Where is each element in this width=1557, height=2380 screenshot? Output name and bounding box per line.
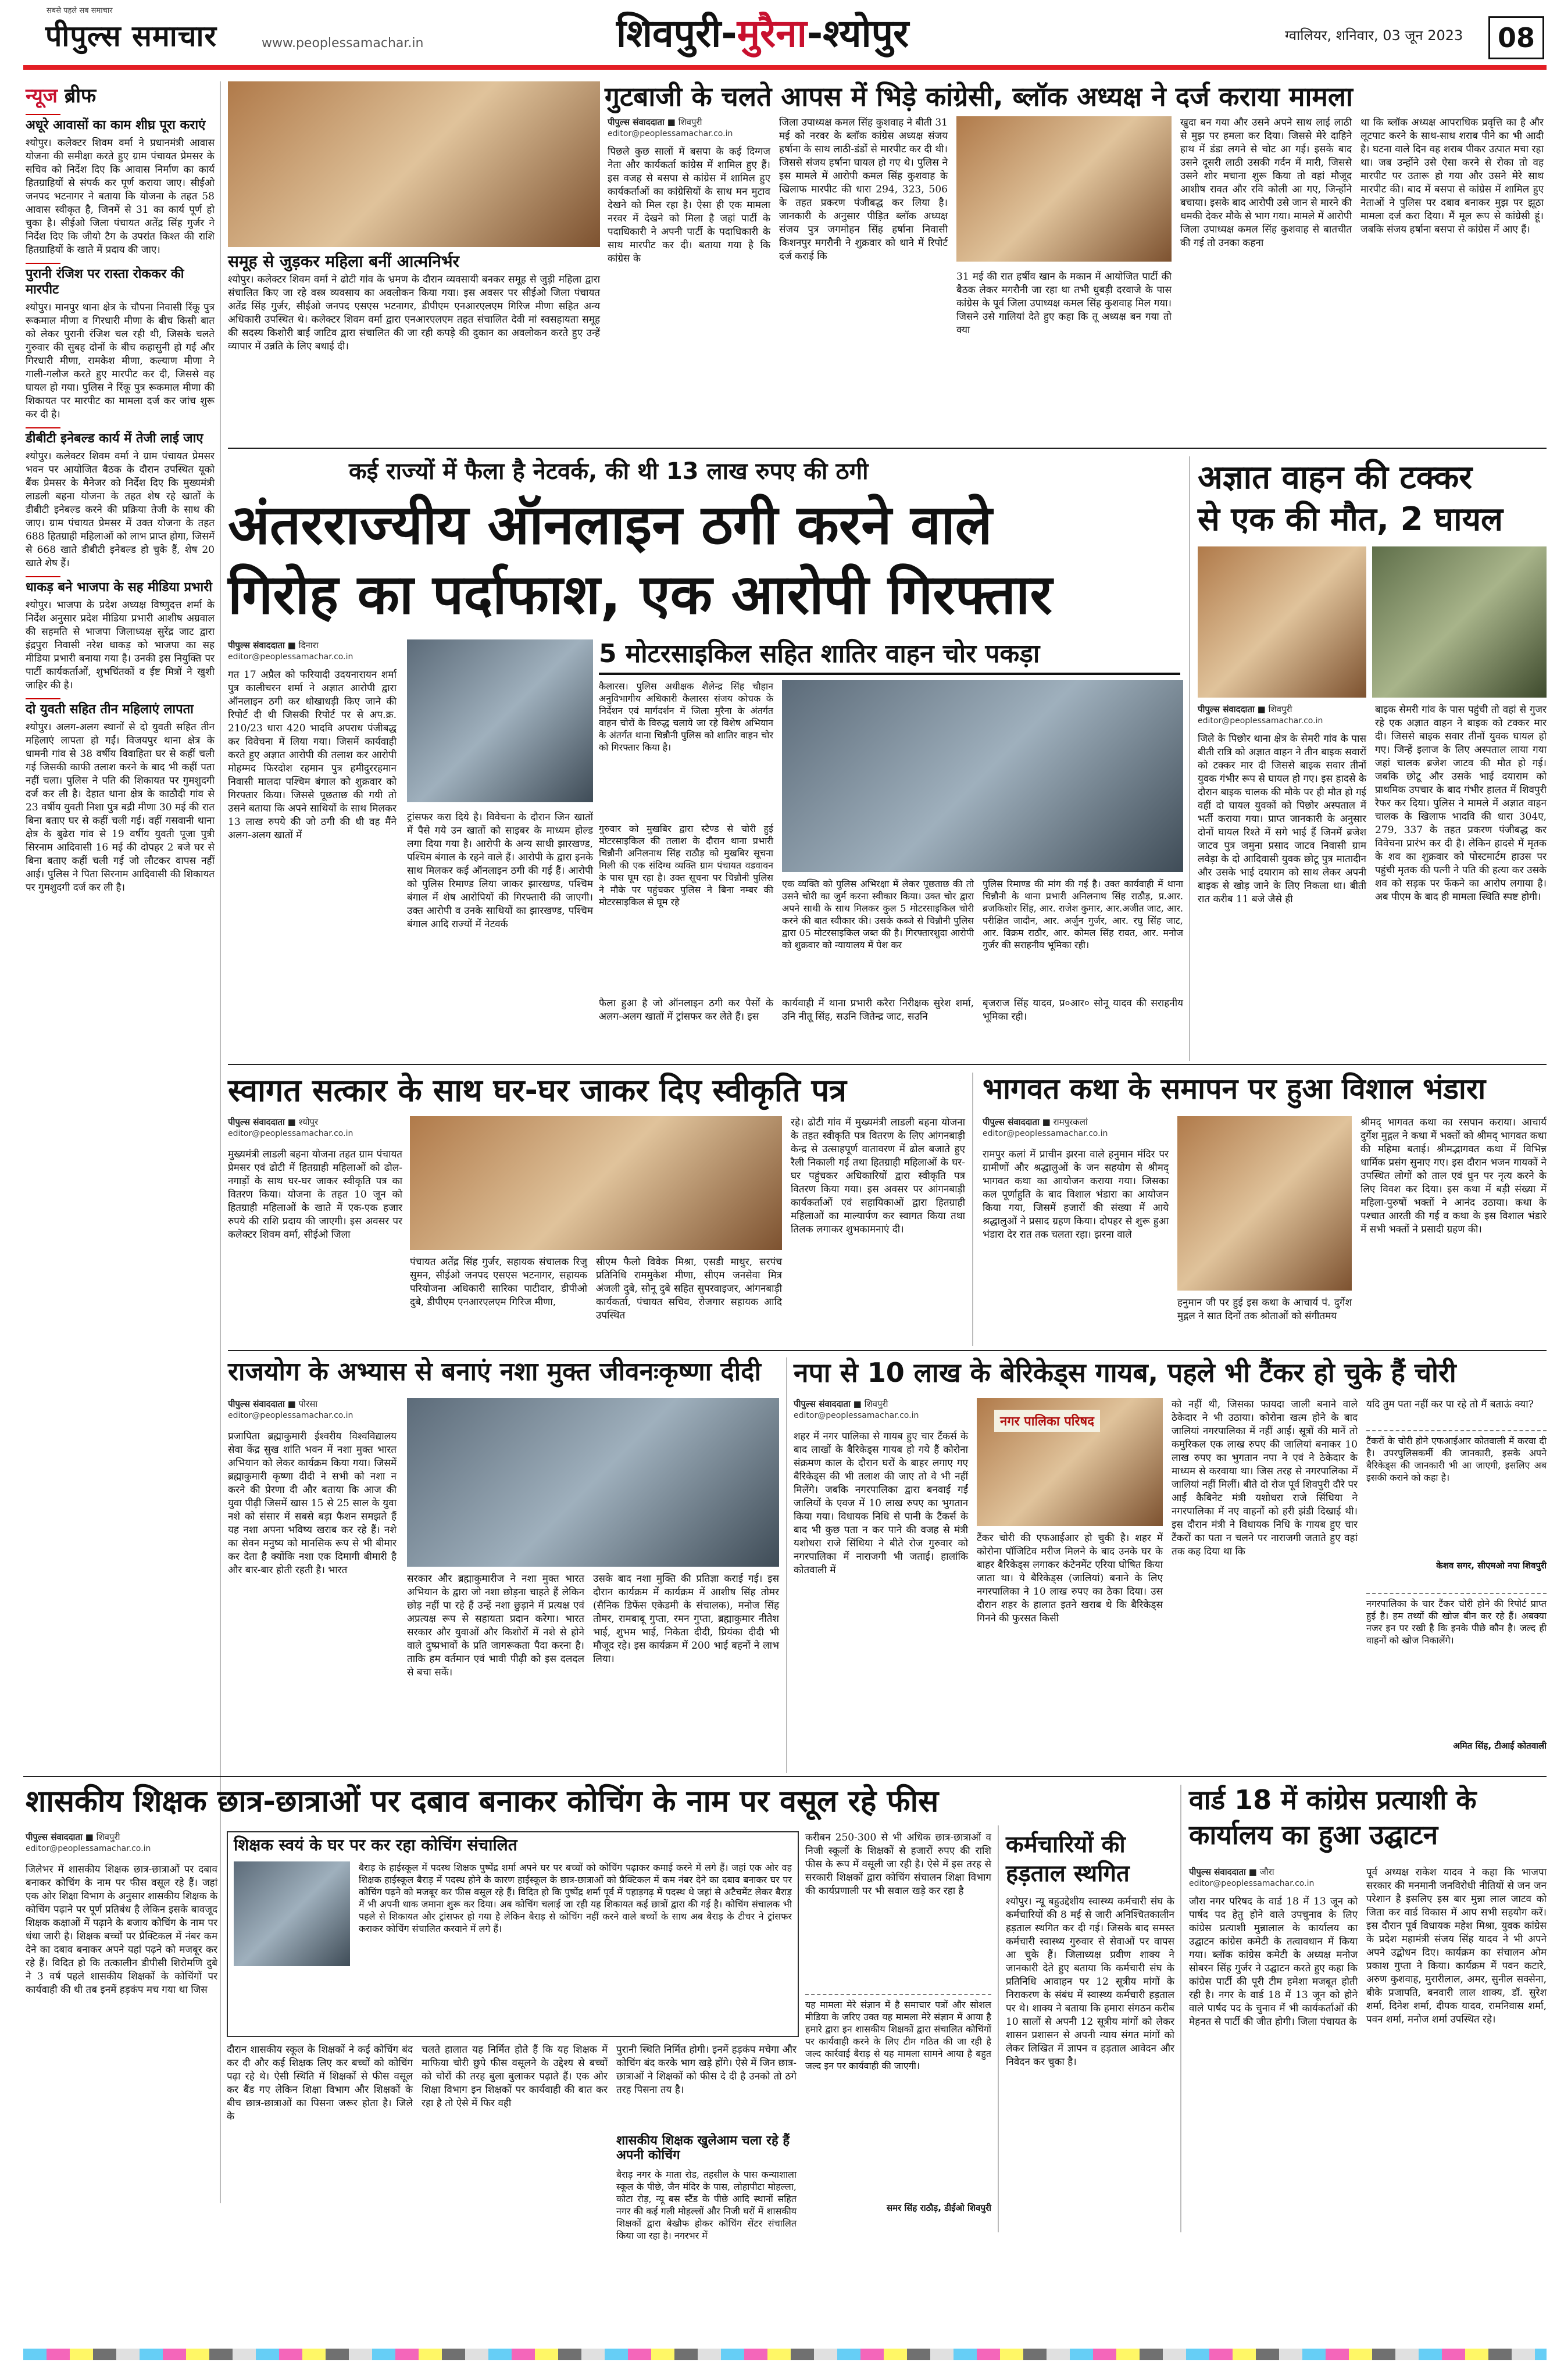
congress-col-4: खुदा बन गया और उसने अपने साथ लाई लाठी से मुझ पर हमला कर दिया। जिससे मेरे दाहिने हाथ में डंडा लगने से चोट आ गई। इसके बाद उसने दूसरी लाठी उसकी गर्दन में मारी, जिससे उसने शोर मचाना शुरू किया तो वहां मौजूद आशीष रावत और रवि कोली आ गए, जिन्होंने बचाया। इसके बाद आरोपी उसे जान से मारने की धमकी देकर मौके से भाग गया। मामले में आरोपी जिला उपाध्यक्ष कमल सिंह कुशवाह से बातचीत की गई तो उनका कहना xyxy=(1180,117,1352,249)
divider xyxy=(23,1776,1547,1777)
bhandara-byline-tag: पीपुल्स संवाददाता xyxy=(983,1117,1040,1127)
ti-quote-text: नगरपालिका के चार टैंकर चोरी होने की रिपोर्ट प्राप्त हुई है। हम तथ्यों की खोज बीन कर रहे हैं। अबक्या नजर इन पर रखी है कि इनके पीछे कौन है। जल्द ही वाहनों को खोज निकालेंगे। xyxy=(1366,1598,1547,1646)
barricades-col-1: शहर में नगर पालिका से गायब हुए चार टैंकर्स के बाद लाखों के बैरिकेड्स गायब हो गये हैं कोरोना संक्रमण काल के दौरान घरों के बाहर लगाए गए बैरिकेड्स की भी तलाश की जाए तो वे भी नहीं मिलेंगे। जबकि नगरपालिका द्वारा बनवाई गईं जालियों के एवज में 10 लाख रुपए का भुगतान किया गया। विधायक निधि से पानी के टैंकर्स के बाद भी कुछ पता न कर पाने की वजह से मंत्री यशोधरा राजे सिंधिया ने बीते रोज गुरुवार को नगरपालिका में नाराजगी भी जताई। हालांकि कोतवाली में xyxy=(794,1431,968,1576)
barricades-headline: नपा से 10 लाख के बेरिकेड्स गायब, पहले भी टैंकर हो चुके हैं चोरी xyxy=(794,1357,1456,1388)
rajyog-col-1: प्रजापिता ब्रह्माकुमारी ईश्वरीय विश्वविद्यालय सेवा केंद्र सुख शांति भवन में नशा मुक्त भारत अभियान को लेकर कार्यक्रम किया गया। जिसमें ब्रह्माकुमारी कृष्णा दीदी ने सभी को नशा न करने की प्रेरणा दी और बताया कि आज की युवा पीढ़ी जिसमें खास 15 से 25 साल के युवा नशे को संसार में सबसे बड़ा फैशन समझते हैं यह नशा अपना भविष्य खराब कर रहे हैं। नशे का सेवन मनुष्य को मानसिक रूप से भी बीमार कर देता है क्योंकि नशा एक दिमागी बीमारी है और बार-बार होती रहती है। भारत xyxy=(228,1431,397,1576)
masthead xyxy=(0,0,1557,74)
ward-col-2: पूर्व अध्यक्ष राकेश यादव ने कहा कि भाजपा सरकार की मनमानी जनविरोधी नीतियों से जन जन परेशान है इसलिए इस बार मुन्ना लाल जाटव को जिता कर वार्ड विकास में आप सभी सहयोग करें। इस दौरान पूर्व विधायक महेश मिश्रा, युवक कांग्रेस के प्रदेश महामंत्री संजय सिंह यादव ने भी अपने अपने उद्बोधन दिए। कार्यक्रम का संचालन ओम प्रकाश गुप्ता ने किया। कार्यक्रम में पवन कटारे, अरुण कुशवाह, मुरारीलाल, अमर, सुनील सक्सेना, बीके प्रजापति, बनवारी लाल शाक्य, डॉ. सुरेश शर्मा, दिनेश शर्मा, दीपक यादव, रामनिवास शर्मा, पवन शर्मा, मनोज शर्मा उपस्थित रहे। xyxy=(1366,1867,1547,2025)
news-brief-item xyxy=(26,263,215,421)
news-brief-item xyxy=(26,576,215,692)
congress-email[interactable]: editor@peoplessamachar.co.in xyxy=(608,129,733,138)
strike-headline-line-2: हड़ताल स्थगित xyxy=(1006,1860,1130,1887)
bike-bottom-right: बृजराज सिंह यादव, प्र०आर० सोनू यादव की सराहनीय भूमिका रही। xyxy=(983,998,1183,1023)
bike-caption-left: एक व्यक्ति को पुलिस अभिरक्षा में लेकर पूछताछ की तो उसने चोरी का जुर्म करना स्वीकार किया। उक्त चोर द्वारा अपने साथी के साथ मिलकर कुल 5 मोटरसाइकिल चोरी करने की बात स्वीकार की। उसके कब्जे से चिन्नौनी पुलिस द्वारा 05 मोटरसाइकिल जब्त की है। गिरफ्तारशुदा आरोपी को शुक्रवार को न्यायालय में पेश कर xyxy=(782,878,974,950)
welcome-headline: स्वागत सत्कार के साथ घर-घर जाकर दिए स्वीकृति पत्र xyxy=(228,1072,847,1109)
welcome-byline-tag: पीपुल्स संवाददाता xyxy=(228,1117,285,1127)
rajyog-col-2: सरकार और ब्रह्माकुमारीज ने नशा मुक्त भारत अभियान के द्वारा जो नशा छोड़ना चाहते हैं लेकिन छोड़ नहीं पा रहे हैं उन्हें नशा छुड़ाने में प्रत्यक्ष एवं अप्रत्यक्ष रूप से सहायता प्रदान करेगा। भारत सरकार और युवाओं और किशोरों में नशे से होने वाले दुष्प्रभावों के प्रति जागरूकता पैदा करना है। ताकि हम वर्तमान एवं भावी पीढ़ी को इस दलदल से बचा सकें। xyxy=(407,1573,584,1678)
news-brief-label xyxy=(26,81,215,108)
welcome-col-3: सीएम फैलो विवेक मिश्रा, एसडी माथुर, सरपंच प्रतिनिधि राममुकेश मीणा, सीएम जनसेवा मित्र अंजली दुबे, सोनू दुबे सहित सुपरवाइजर, आंगनबाड़ी कार्यकर्ता, पंचायत सचिव, रोजगार सहायक आदि उपस्थित xyxy=(596,1256,782,1321)
section-title-part-2: मुरैना xyxy=(737,11,807,56)
fraud-byline-place: दिनारा xyxy=(298,640,319,651)
divider xyxy=(228,1350,1547,1351)
congress-illustration xyxy=(956,116,1172,262)
welcome-col-2: पंचायत अतेंद्र सिंह गुर्जर, सहायक संचालक रिजु सुमन, सीईओ जनपद एसएस भटनागर, सहायक परियोजना अधिकारी सारिका पाटीदार, डीपीओ दुबे, डीपीएम एनआरएलएम गिरिज मीणा, xyxy=(410,1256,587,1308)
deo-quote-text: यह मामला मेरे संज्ञान में है समाचार पत्रों और सोशल मीडिया के जरिए उक्त यह मामला मेरे संज्ञान में आया है हमारे द्वारा इन शासकीय शिक्षकों द्वारा संचालित कोचिंगों पर कार्यवाही करने के लिए टीम गठित की जा रही है जल्द कार्रवाई बैराड़ से यह मामला सामने आया है बहुत जल्द इन पर कार्यवाही की जाएगी। xyxy=(805,1999,991,2071)
deo-quote-box xyxy=(805,1994,991,2237)
fraud-col-2: ट्रांसफर करा दिये है। विवेचना के दौरान जिन खातों में पैसे गये उन खातों को साइबर के माध्यम होल्ड लगा दिया गया है। आरोपी के अन्य साथी झारखण्ड, पश्चिम बंगाल के रहने वाले हैं। आरोपी के द्वारा इनके साथ मिलकर कई ऑनलाइन ठगी की गई हैं। आरोपी को पुलिस रिमाण्ड लिया जाकर झारखण्ड, पश्चिम बंगाल में शेष आरोपियों की गिरफ्तारी की जाएगी। उक्त आरोपी व उनके साथियों का झारखण्ड, पश्चिम बंगाल आदि राज्यों में नेटवर्क xyxy=(407,812,593,930)
bhandara-byline: पीपुल्स संवाददाता ■ रामपुरकलां editor@peoplessamachar.co.in xyxy=(983,1116,1169,1139)
congress-byline: पीपुल्स संवाददाता ■ शिवपुरी editor@peoplessamachar.co.in xyxy=(608,116,753,140)
teacher-col-4: पुरानी स्थिति निर्मित होगी। इनमें हड़कंप मचेगा और कोचिंग बंद करके भाग खड़े होंगे। ऐसे में जिन छात्र-छात्राओं ने शिक्षकों को फीस दे दी है उनको तो ठगे तरह पिसना तय है। xyxy=(616,2044,797,2096)
ward-headline-line-1: वार्ड 18 में कांग्रेस प्रत्याशी के xyxy=(1189,1784,1477,1816)
fraud-byline: पीपुल्स संवाददाता ■ दिनारा editor@peoplessamachar.co.in xyxy=(228,639,397,663)
teacher-col-1: जिलेभर में शासकीय शिक्षक छात्र-छात्राओं पर दबाव बनाकर कोचिंग के नाम पर फीस वसूल रहे हैं। जहां एक ओर शिक्षा विभाग के अनुसार शासकीय शिक्षक के कोचिंग पढ़ाने पर पूर्ण प्रतिबंध है लेकिन इसके बावजूद शिक्षक कक्षाओं में पढ़ाने के बजाय कोचिंग के नाम पर धंधा जारी है। शिक्षक बच्चों पर प्रैक्टिकल में नंबर कम देने का दबाव बनाकर अपने यहां पढ़ने को मजबूर कर रहे हैं। विदित हो कि तत्कालीन डीपीसी शिरोमणि दुबे ने 3 वर्ष पहले शासकीय शिक्षकों के कोचिंगों पर कार्यवाही की थी तब इनमें हड़कंप मच गया था जिस xyxy=(26,1864,217,1996)
rajyog-byline-tag: पीपुल्स संवाददाता xyxy=(228,1399,285,1409)
welcome-byline-place: श्योपुर xyxy=(298,1117,319,1127)
accident-col-2: बाइक सेमरी गांव के पास पहुंची तो वहां से गुजर रहे एक अज्ञात वाहन ने बाइक को टक्कर मार दी। जिससे बाइक सवार तीनों युवक घायल हो गए। जिन्हें इलाज के लिए अस्पताल लाया गया जहां चालक ब्रजेश जाटव की मौत हो गई। जबकि छोटू और उसके भाई दयाराम को प्राथमिक उपचार के बाद गंभीर हालत में शिवपुरी रैफर कर दिया। पुलिस ने मामले में अज्ञात वाहन चालक के खिलाफ भादवि की धारा 304ए, 279, 337 के तहत प्रकरण पंजीबद्ध कर विवेचना प्रारंभ कर दी है। लेकिन हादसे में मृतक के शव का शुक्रवार को पोस्टमार्टम हाउस पर पहुंची मृतक की पत्नी ने पति की हत्या कर उसके शव को सड़क पर फेंकने का आरोप लगाया है। अब पीएम के बाद ही मामला स्थिति स्पष्ट होगी। xyxy=(1375,704,1547,903)
congress-byline-tag: पीपुल्स संवाददाता xyxy=(608,117,665,127)
section-title xyxy=(616,6,909,58)
bhandara-acharya-photo xyxy=(1177,1116,1352,1291)
teacher-col-2: दौरान शासकीय स्कूल के शिक्षकों ने कई कोचिंग बंद कर दी और कई शिक्षक लिए कर बच्चों को कोचिंग पढ़ा रहे थे। ऐसी स्थिति में शिक्षकों से फीस वसूल कर बैंड गए लेकिन शिक्षा विभाग और शिक्षकों के बीच छात्र-छात्राओं का पिसना जरूर होता है। जिले के xyxy=(227,2044,413,2122)
welcome-ceremony-photo xyxy=(410,1116,782,1250)
news-brief-item xyxy=(26,698,215,895)
dateline: ग्वालियर, शनिवार, 03 जून 2023 xyxy=(1285,27,1463,44)
teacher-byline-tag: पीपुल्स संवाददाता xyxy=(26,1832,83,1842)
masthead-logo: पीपुल्स समाचार xyxy=(45,19,217,53)
ward-byline: पीपुल्स संवाददाता ■ जौरा editor@peoplessamachar.co.in xyxy=(1189,1866,1358,1889)
welcome-email[interactable]: editor@peoplessamachar.co.in xyxy=(228,1129,353,1138)
bhandara-headline: भागवत कथा के समापन पर हुआ विशाल भंडारा xyxy=(983,1072,1486,1106)
teacher-cartoon xyxy=(234,1861,350,1966)
bike-lead: कैलारस। पुलिस अधीक्षक शैलेन्द्र सिंह चौहान अनुविभागीय अधिकारी कैलारस संजय कोचक के निर्देशन एवं मार्गदर्शन में जिला मुरैना के अंतर्गत वाहन चोरों के विरुद्ध चलाये जा रहे विशेष अभियान के अंतर्गत थाना चिन्नौनी पुलिस को शातिर वाहन चोर को गिरफ्तार किया है। xyxy=(599,681,773,753)
divider xyxy=(228,448,1547,449)
accident-byline-place: शिवपुरी xyxy=(1268,704,1292,714)
page-number: 08 xyxy=(1488,16,1544,59)
teacher-box xyxy=(227,1831,799,2037)
fraud-col-1: गत 17 अप्रैल को फरियादी उदयनारायन शर्मा पुत्र कालीचरन शर्मा ने अज्ञात आरोपी द्वारा ऑनलाइन ठगी कर धोखाधड़ी किए जाने की रिपोर्ट दी थी जिसकी रिपोर्ट पर से अप.क्र. 210/23 धारा 420 भादवि अपराध पंजीबद्ध कर विवेचना में लिया गया। जिसमें कार्यवाही करते हुए अज्ञात आरोपी की तलाश कर आरोपी मोहम्मद फिरदोश रहमान पुत्र हमीदुररहमान निवासी मालदा पश्चिम बंगाल को शुक्रवार को गिरफ्तार किया। जिससे पूछताछ की गयी तो उसने बताया कि अपने साथियों के साथ मिलकर 13 लाख रुपये की जो ठगी की थी वह मैंने अलग-अलग खातों में xyxy=(228,669,397,841)
news-brief-headline: डीबीटी इनेबल्ड कार्य में तेजी लाई जाए xyxy=(26,427,215,446)
rajyog-headline: राजयोग के अभ्यास से बनाएं नशा मुक्त जीवनःकृष्णा दीदी xyxy=(228,1357,761,1386)
news-brief-headline: दो युवती सहित तीन महिलाएं लापता xyxy=(26,698,215,717)
print-registration-strip xyxy=(23,2349,1547,2360)
congress-col-5: था कि ब्लॉक अध्यक्ष आपराधिक प्रवृत्ति का है और लूटपाट करने के साथ-साथ शराब पीने का भी आदी है। घटना वाले दिन वह शराब पीकर उत्पात मचा रहा था। जब उन्होंने उसे ऐसा करने से रोका तो वह मारपीट पर उतारू हो गया और उसने मेरे साथ मारपीट की। बाद में बसपा से कांग्रेस में शामिल हुए नेताओं ने पुलिस पर दबाव बनाकर मुझ पर झूठा मामला दर्ज करा दिया। मैं मूल रूप से कांग्रेसी हूं। जबकि संजय हर्षाना बसपा से कांग्रेस में आए हैं। xyxy=(1360,117,1544,235)
divider xyxy=(786,1357,787,1773)
bike-seized-photo xyxy=(782,680,1183,872)
divider xyxy=(1180,1785,1181,2232)
bhandara-col-2: श्रीमद् भागवत कथा का रसपान कराया। आचार्य दुर्गेश मुद्गल ने कथा में भक्तों को श्रीमद् भागवत कथा की महिमा बताई। श्रीमद्भागवत कथा में विभिन्न धार्मिक प्रसंग सुनाए गए। इस दौरान भजन गायकों ने उपस्थित लोगों को ताल एवं धुन पर नृत्य करने के लिए विवश कर दिया। इस कथा में बड़ी संख्या में महिला-पुरुषों भक्तों ने आनंद उठाया। कथा के पश्चात आरती की गई व कथा के इस विशाल भंडारे में सभी भक्तों ने प्रसादी ग्रहण की। xyxy=(1360,1117,1547,1235)
section-title-part-1: शिवपुरी- xyxy=(616,11,737,56)
barricades-col-4: यदि तुम पता नहीं कर पा रहे तो मैं बताऊं क्या? xyxy=(1366,1399,1534,1410)
congress-col-2: जिला उपाध्यक्ष कमल सिंह कुशवाह ने बीती 31 मई को नरवर के ब्लॉक कांग्रेस अध्यक्ष संजय हर्षाना के साथ लाठी-डंडों से मारपीट कर दी थी। जिससे संजय हर्षाना घायल हो गए थे। पुलिस ने इस मामले में आरोपी कमल सिंह कुशवाह के खिलाफ मारपीट की धारा 294, 323, 506 के तहत प्रकरण पंजीबद्ध कर लिया है। जानकारी के अनुसार पीड़ित ब्लॉक अध्यक्ष संजय पुत्र जगमोहन सिंह हर्षाना निवासी किशनपुर मगरौनी ने शुक्रवार को थाने में रिपोर्ट दर्ज कराई कि xyxy=(779,117,948,262)
nagar-palika-signage: नगर पालिका परिषद xyxy=(994,1410,1100,1432)
fraud-headline-line-2: गिरोह का पर्दाफाश, एक आरोपी गिरफ्तार xyxy=(228,563,1052,627)
accident-byline: पीपुल्स संवाददाता ■ शिवपुरी editor@peoplessamachar.co.in xyxy=(1198,703,1366,727)
masthead-website[interactable]: www.peoplessamachar.in xyxy=(262,36,424,51)
welcome-col-1: मुख्यमंत्री लाडली बहना योजना तहत ग्राम पंचायत प्रेमसर एवं ढोटी में हितग्राही महिलाओं को ढोल-नगाड़ों के साथ घर-घर जाकर स्वीकृति पत्र का वितरण किया। योजना के तहत 10 जून को हितग्राही महिलाओं के खाते में एक-एक हजार रुपये की राशि प्रदाय की जाएगी। इस अवसर पर कलेक्टर शिवम वर्मा, सीईओ जिला xyxy=(228,1149,402,1241)
fraud-bottom: फैला हुआ है जो ऑनलाइन ठगी कर पैसों के अलग-अलग खातों में ट्रांसफर कर लेते हैं। इस xyxy=(599,998,773,1023)
cmo-quote-box xyxy=(1366,1430,1547,1592)
bike-para-2: गुरुवार को मुखबिर द्वारा स्टैण्ड से चोरी हुई मोटरसाइकिल की तलाश के दौरान थाना प्रभारी चिन्नौनी अनिलनाथ सिंह राठौड़ को मुखबिर सूचना मिली की एक संदिग्ध व्यक्ति ग्राम पंचायत वडवावन के पास घूम रहा है। उक्त सूचना पर चिन्नौनी पुलिस ने मौके पर पहुंचकर पुलिस ने बिना नम्बर की मोटरसाइकिल से घूम रहे xyxy=(599,823,773,907)
congress-col-1: पिछले कुछ सालों में बसपा के कई दिग्गज नेता और कार्यकर्ता कांग्रेस में शामिल हुए हैं। इस वजह से बसपा से कांग्रेस में शामिल हुए कार्यकर्ताओं का कांग्रेसियों के साथ मन मुटाव देखने को मिल रहा है। ऐसा ही एक मामला नरवर में देखने को मिला है जहां पार्टी के पदाधिकारी ने अपनी पार्टी के पदाधिकारी के साथ मारपीट कर दी। बताया गया है कि कांग्रेस के xyxy=(608,146,770,265)
ward-col-1: जौरा नगर परिषद के वार्ड 18 में 13 जून को पार्षद पद हेतु होने वाले उपचुनाव के लिए कांग्रेस प्रत्याशी मुन्नालाल के कार्यालय का उद्घाटन कांग्रेस कमेटी के तत्वावधान में किया गया। ब्लॉक कांग्रेस कमेटी के अध्यक्ष मनोज सोबरन सिंह गुर्जर ने उद्घाटन करते हुए कहा कि कांग्रेस पार्टी की पूरी टीम हमेशा मजबूत होती रही है। नगर के वार्ड 18 में 13 जून को होने वाले पार्षद पद के चुनाव में भी कार्यकर्ताओं की मेहनत से पार्टी की जीत होगी। जिला पंचायत के xyxy=(1189,1896,1358,2028)
ward-headline-line-2: कार्यालय का हुआ उद्घाटन xyxy=(1189,1819,1438,1850)
teacher-byline: पीपुल्स संवाददाता ■ शिवपुरी editor@peoplessamachar.co.in xyxy=(26,1831,217,1854)
accident-victim-photo xyxy=(1198,546,1366,698)
rajyog-byline-place: पोरसा xyxy=(298,1399,318,1409)
strike-body: श्योपुर। न्यू बहुउद्देशीय स्वास्थ्य कर्मचारी संघ के कर्मचारियों की 8 मई से जारी अनिश्चितकालीन हड़ताल स्थगित कर दी गई। जिसके बाद समस्त कर्मचारी स्वास्थ्य गुरुवार से सेवाओं पर वापस आ चुके हैं। जिलाध्यक्ष प्रवीण शाक्य ने जानकारी देते हुए बताया कि कर्मचारी संघ के प्रतिनिधि आवाहन पर 12 सूत्रीय मांगों के निराकरण के संबंध में स्वास्थ्य कर्मचारी हड़ताल पर थे। शाक्य ने बताया कि हमारा संगठन करीब 10 सालों से अपनी 12 सूत्रीय मांगों को लेकर शासन प्रशासन से अपनी न्याय संगत मांगों को लेकर लिखित में ज्ञापन व हड़ताल आवेदन और निवेदन कर चुका है। xyxy=(1006,1896,1174,2068)
cmo-quote-text: टैंकरों के चोरी होने एफआईआर कोतवाली में करवा दी है। उपरपुलिसकर्मी की जानकारी, इसके अपने बैरिकेड्स की जानकारी भी आ जाएगी, इसलिए अब इसकी कराने को कहा है। xyxy=(1366,1435,1547,1483)
barricades-col-3: को नहीं थी, जिसका फायदा जाली बनाने वाले ठेकेदार ने भी उठाया। कोरोना खत्म होने के बाद जालियां नगरपालिका में नहीं आईं। सूत्रों की मानें तो कमुरिकल एक लाख रुपए की जालियां बनाकर 10 लाख रुपए का भुगतान नपा ने एवं ने ठेकेदार के माध्यम से करवाया था। जिस तरह से नगरपालिका में जालियां नहीं मिलीं। बीते दो रोज पूर्व शिवपुरी दौरे पर आईं कैबिनेट मंत्री यशोधरा राजे सिंधिया ने नगरपालिका में नए वाहनों को हरी झंडी दिखाई थी। इस दौरान मंत्री ने विधायक निधि के गायब हुए चार टैंकरों का पता न चलने पर नाराजगी जताते हुए वहां तक कह दिया था कि xyxy=(1172,1399,1358,1557)
accident-family-photo xyxy=(1372,546,1547,698)
section-title-part-3: -श्योपुर xyxy=(806,11,909,56)
accident-headline-line-1: अज्ञात वाहन की टक्कर xyxy=(1198,459,1473,496)
accident-col-1: जिले के पिछोर थाना क्षेत्र के सेमरी गांव के पास बीती रात्रि को अज्ञात वाहन ने तीन बाइक सवारों को टक्कर मार दी जिससे बाइक सवार तीनों युवक गंभीर रूप से घायल हो गए। इस हादसे के दौरान बाइक चालक की मौके पर ही मौत हो गई वहीं दो घायल युवकों को पिछोर अस्पताल में भर्ती कराया गया। प्राप्त जानकारी के अनुसार दोनों घायल रिश्ते में सगे भाई हैं जिनमें ब्रजेश जाटव पुत्र जमुना प्रसाद जाटव निवासी ग्राम लवेड़ा के दो आदिवासी युवक छोटू पुत्र मातादीन और उसके भाई दयाराम को साथ लेकर अपनी बाइक से खोड़ जाने के लिए निकला था। बीती रात करीब 11 बजे जैसे ही xyxy=(1198,733,1366,905)
bike-bottom-mid: कार्यवाही में थाना प्रभारी करैरा निरीक्षक सुरेश शर्मा, उनि नीतू सिंह, सउनि जितेन्द्र जाट, सउनि xyxy=(782,998,974,1023)
news-brief-body: श्योपुर। मानपुर थाना क्षेत्र के चौपना निवासी रिंकू पुत्र रूकमाल मीणा व गिरधारी मीणा के बीच किसी बात को लेकर पुरानी रंजिश चल रही थी, जिसके चलते गुरुवार की सुबह दोनों के बीच कहासुनी हो गई और गिरधारी मीणा, रामकेश मीणा, कल्याण मीणा ने गाली-गलौज करते हुए मारपीट कर दी, जिससे वह घायल हो गया। पुलिस ने रिंकू पुत्र रूकमाल मीणा की शिकायत पर मारपीट का मामला दर्ज कर जांच शुरू कर दी है। xyxy=(26,302,215,420)
barricades-byline-tag: पीपुल्स संवाददाता xyxy=(794,1399,851,1409)
teacher-byline-place: शिवपुरी xyxy=(96,1832,120,1842)
bike-caption-right: पुलिस रिमाण्ड की मांग की गई है। उक्त कार्यवाही में थाना चिन्नौनी के थाना प्रभारी अनिलनाथ सिंह राठौड़, प्र.आर. ब्रजकिशोर सिंह, आर. राजेश कुमार, आर.अजीत जाट, आर. परीक्षित जादौन, आर. अर्जुन गुर्जर, आर. रघु सिंह जाट, आर. विक्रम राठौर, आर. कोमल सिंह रावत, आर. मनोज गुर्जर की सराहनीय भूमिका रही। xyxy=(983,878,1183,950)
strike-headline-line-1: कर्मचारियों की xyxy=(1006,1831,1126,1858)
news-brief-headline: पुरानी रंजिश पर रास्ता रोककर की मारपीट xyxy=(26,263,215,298)
sidebar-divider xyxy=(220,81,221,2203)
teacher-email[interactable]: editor@peoplessamachar.co.in xyxy=(26,1844,151,1853)
rajyog-email[interactable]: editor@peoplessamachar.co.in xyxy=(228,1411,353,1420)
women-story-body: श्योपुर। कलेक्टर शिवम वर्मा ने ढोटी गांव के भ्रमण के दौरान व्यवसायी बनकर समूह से जुड़ी महिला द्वारा संचालित किए जा रहे वस्त्र व्यवसाय का अवलोकन किया गया। इस अवसर पर सीईओ जिला पंचायत अतेंद्र सिंह गुर्जर, सीईओ जनपद एसएस भटनागर, डीपीएम एनआरएलएम गिरिज मीणा सहित अन्य अधिकारी उपस्थित थे। कलेक्टर शिवम वर्मा द्वारा एनआरएलएम तहत संचालित देवी मां स्वसहायता समूह की सदस्य किशोरी बाई जाटिव द्वारा संचालित की जा रही कपड़े की दुकान का अवलोकन करते हुए उन्हें व्यापार में उन्नति के लिए बधाई दी। xyxy=(228,274,600,352)
divider xyxy=(998,1825,999,2232)
teacher-col-5: करीबन 250-300 से भी अधिक छात्र-छात्राओं व निजी स्कूलों के शिक्षकों से हजारों रुपए की राशि फीस के रूप में वसूली जा रही है। ऐसे में इस तरह से सरकारी शिक्षकों द्वारा कोचिंग संचालन शिक्षा विभाग की कार्यप्रणाली पर भी सवाल खड़े कर रहा है xyxy=(805,1832,991,1897)
teacher-sub-headline: शासकीय शिक्षक खुलेआम चला रहे हैं अपनी कोचिंग xyxy=(616,2134,790,2163)
welcome-byline: पीपुल्स संवाददाता ■ श्योपुर editor@peoplessamachar.co.in xyxy=(228,1116,402,1139)
barricades-byline: पीपुल्स संवाददाता ■ शिवपुरी editor@peoplessamachar.co.in xyxy=(794,1398,968,1421)
news-brief-headline: धाकड़ बने भाजपा के सह मीडिया प्रभारी xyxy=(26,576,215,595)
teacher-box-title: शिक्षक स्वयं के घर पर कर रहा कोचिंग संचालित xyxy=(234,1835,517,1854)
ward-byline-tag: पीपुल्स संवाददाता xyxy=(1189,1867,1246,1877)
ward-byline-place: जौरा xyxy=(1259,1867,1274,1877)
bhandara-caption: हनुमान जी पर हुई इस कथा के आचार्य पं. दुर्गेश मुद्गल ने सात दिनों तक श्रोताओं को संगीतमय xyxy=(1177,1297,1352,1322)
bhandara-email[interactable]: editor@peoplessamachar.co.in xyxy=(983,1129,1108,1138)
divider xyxy=(228,1064,1547,1065)
accident-email[interactable]: editor@peoplessamachar.co.in xyxy=(1198,716,1323,726)
teacher-box-text: बैराड़ के हाईस्कूल में पदस्थ शिक्षक पुष्पेंद्र शर्मा अपने घर पर बच्चों को कोचिंग पढ़ाकर कमाई करने में लगे हैं। जहां एक ओर वह शिक्षक हाईस्कूल बैराड़ में पदस्थ होने के कारण हाईस्कूल के छात्र-छात्राओं को प्रैक्टिकल में कम नंबर देने का दबाव बनाकर घर पर कोचिंग पढ़ने को मजबूर कर फीस वसूल रहे हैं। विदित हो कि पुष्पेंद्र शर्मा पूर्व में पहाड़गढ़ में पदस्थ थे जहां से अटैचमेंट लेकर बैराड़ में भी अपनी धाक जमाना शुरू कर दिया। अब कोचिंग चलाई जा रही यह शिकायत कई छात्रों द्वारा की गई है। कोचिंग संचालक भी पहले से शिकायत और ट्रांसफर हो गया है लेकिन बैराड़ से कोचिंग नहीं करने वाले बच्चों के साथ अब बैराड़ के टीचर ने ट्रांसफर कराकर कोचिंग संचालित करवाने में लगे हैं। xyxy=(359,1862,792,1934)
congress-byline-place: शिवपुरी xyxy=(678,117,702,127)
divider xyxy=(972,1073,973,1346)
cmo-quote-credit: केशव सगर, सीएमओ नपा शिवपुरी xyxy=(1436,1560,1547,1571)
teacher-col-3: चलते हालात यह निर्मित होते हैं कि यह शिक्षक में माफिया चोरी छुपे फीस वसूलने के उद्देश्य से बच्चों को चोरों की तरह बुला बुलाकर पढ़ाते हैं। एक ओर शिक्षा विभाग इन शिक्षकों पर कार्यवाही की बात कर रहा है तो ऐसे में फिर वही xyxy=(422,2044,608,2109)
news-brief-label-1: न्यूज xyxy=(26,84,58,108)
women-shop-photo xyxy=(228,81,600,247)
fraud-email[interactable]: editor@peoplessamachar.co.in xyxy=(228,652,353,662)
fraud-headline-line-1: अंतरराज्यीय ऑनलाइन ठगी करने वाले xyxy=(228,494,992,557)
news-brief-item xyxy=(26,427,215,570)
fraud-accused-photo xyxy=(407,639,593,802)
divider xyxy=(1189,456,1190,1061)
bhandara-col-1: रामपुर कलां में प्राचीन झरना वाले हनुमान मंदिर पर ग्रामीणों और श्रद्धालुओं के जन सहयोग से श्रीमद् भागवत कथा का आयोजन कराया गया। जिसका कल पूर्णाहुति के बाद विशाल भंडारा का आयोजन किया गया, जिसमें हजारों की संख्या में आये श्रद्धालुओं ने प्रसाद ग्रहण किया। दोपहर से शुरू हुआ भंडारा देर रात तक चलता रहा। झरना वाले xyxy=(983,1149,1169,1241)
teacher-headline: शासकीय शिक्षक छात्र-छात्राओं पर दबाव बनाकर कोचिंग के नाम पर वसूल रहे फीस xyxy=(26,1784,939,1819)
news-brief-body: श्योपुर। अलग-अलग स्थानों से दो युवती सहित तीन महिलाएं लापता हो गईं। विजयपुर थाना क्षेत्र के धामनी गांव से 38 वर्षीय विवाहिता घर से कहीं चली गई जिसकी काफी तलाश करने के बाद भी कहीं पता नहीं चला। पुलिस ने पति की शिकायत पर गुमशुदगी दर्ज कर ली है। देहात थाना क्षेत्र के काठौदी गांव से 23 वर्षीय युवती निशा पुत्र बद्री मीणा 30 मई की रात बिना बताए घर से कहीं चली गई। वहीं गसवानी थाना क्षेत्र के बुढेरा गांव से 19 वर्षीय युवती पूजा पुत्री सिरनाम आदिवासी 16 मई की दोपहर 2 बजे घर से बिना बताए कहीं चली गई जो लौटकर वापस नहीं आई। पुलिस ने पिता सिरनाम आदिवासी की शिकायत पर गुमशुदगी दर्ज कर ली है। xyxy=(26,721,215,894)
congress-headline: गुटबाजी के चलते आपस में भिड़े कांग्रेसी, ब्लॉक अध्यक्ष ने दर्ज कराया मामला xyxy=(605,81,1353,112)
women-story-caption: समूह से जुड़कर महिला बनीं आत्मनिर्भर xyxy=(228,252,459,271)
news-brief-body: श्योपुर। कलेक्टर शिवम वर्मा ने ग्राम पंचायत प्रेमसर भवन पर आयोजित बैठक के दौरान उपस्थित यूको बैंक प्रेमसर के मैनेजर को निर्देश दिए कि मुख्यमंत्री लाडली बहना योजना के तहत शेष रहे खातों के डीबीटी इनेबल्ड करने की प्रक्रिया तेजी के साथ की जाए। ग्राम पंचायत प्रेमसर में उक्त योजना के तहत 688 हितग्राही महिलाओं को लाभ प्राप्त होगा, जिसमें से 668 खाते डीबीटी इनेबल्ड हो चुके हैं, शेष 20 खाते शेष हैं। xyxy=(26,451,215,569)
welcome-col-4: रहे। ढोटी गांव में मुख्यमंत्री लाडली बहना योजना के तहत स्वीकृति पत्र वितरण के लिए आंगनबाड़ी केन्द्र से उत्साहपूर्ण वातावरण में ढोल बजाते हुए रैली निकाली गई तथा हितग्राही महिलाओं के घर-घर पहुंचकर अधिकारियों द्वारा स्वीकृति पत्र वितरण किया गया। इस अवसर पर आंगनबाड़ी कार्यकर्ताओं एवं सहायिकाओं द्वारा हितग्राही महिलाओं का माल्यार्पण कर स्वागत किया तथा तिलक लगाकर शुभकामनाएं दी। xyxy=(791,1117,965,1235)
news-brief-body: श्योपुर। कलेक्टर शिवम वर्मा ने प्रधानमंत्री आवास योजना की समीक्षा करते हुए ग्राम पंचायत प्रेमसर के सचिव को निर्देश दिए कि आवास निर्माण का कार्य हितग्राहियों से संपर्क कर पूर्ण कराया जाए। सीईओ जनपद भटनागर ने बताया कि योजना के तहत 58 आवास स्वीकृत है, जिनमें से 31 का कार्य पूर्ण हो चुका है। सीईओ जिला पंचायत अतेंद्र सिंह गुर्जर ने निर्देश दिए कि जीयो टैग के उपरांत किश्त की राशि हितग्राहियों के खाते में प्रदाय की जाए। xyxy=(26,137,215,256)
fraud-byline-tag: पीपुल्स संवाददाता xyxy=(228,640,285,651)
fraud-kicker: कई राज्यों में फैला है नेटवर्क, की थी 13 लाख रुपए की ठगी xyxy=(349,458,869,485)
accident-byline-tag: पीपुल्स संवाददाता xyxy=(1198,704,1255,714)
teacher-col-4b: बैराड़ नगर के माता रोड, तहसील के पास कन्याशाला स्कूल के पीछे, जैन मंदिर के पास, लोहापीटा मोहल्ला, कोटा रोड़, न्यू बस स्टैंड के पीछे आदि स्थानों सहित नगर की कई गली मोहल्लों और निजी घरों में शासकीय शिक्षकों द्वारा बेखौफ होकर कोचिंग सेंटर संचालित किया जा रहा है। नगरभर में xyxy=(616,2169,797,2241)
news-brief-headline: अधूरे आवासों का काम शीघ्र पूरा कराएं xyxy=(26,114,215,133)
deo-quote-credit: समर सिंह राठौड़, डीईओ शिवपुरी xyxy=(886,2203,991,2213)
news-brief-body: श्योपुर। भाजपा के प्रदेश अध्यक्ष विष्णुदत्त शर्मा के निर्देश अनुसार प्रदेश मीडिया प्रभारी आशीष अग्रवाल की सहमति से भाजपा जिलाध्यक्ष सुरेंद्र जाट द्वारा इंद्रपुरा निवासी नरेश धाकड़ को भाजपा का सह मीडिया प्रभारी बनाया गया है। उनकी इस नियुक्ति पर पार्टी कार्यकर्ताओं, शुभचिंतकों व ईष्ट मित्रों ने खुशी जाहिर की है। xyxy=(26,599,215,691)
masthead-bar xyxy=(23,65,1547,70)
barricades-email[interactable]: editor@peoplessamachar.co.in xyxy=(794,1411,919,1420)
rajyog-col-3: उसके बाद नशा मुक्ति की प्रतिज्ञा कराई गई। इस दौरान कार्यक्रम में कार्यक्रम में आशीष सिंह तोमर (सैनिक डिफेंस एकेडमी के संचालक), मनोज सिंह तोमर, रामबाबू गुप्ता, रमन गुप्ता, ब्रह्माकुमार नीतेश भाई, शुभम भाई, निकेता दीदी, प्रियंका दीदी भी मौजूद रहे। इस कार्यक्रम में 200 भाई बहनों ने लाभ लिया। xyxy=(593,1573,779,1665)
bhandara-byline-place: रामपुरकलां xyxy=(1053,1117,1088,1127)
news-brief-label-2: ब्रीफ xyxy=(64,84,97,108)
ti-quote-box xyxy=(1366,1593,1547,1772)
news-brief-item xyxy=(26,114,215,257)
barricades-col-2: टैंकर चोरी की एफआईआर हो चुकी है। शहर में कोरोना पॉजिटिव मरीज मिलने के बाद उनके घर के बाहर बैरिकेड्स लगाकर कंटेनमेंट एरिया घोषित किया जाता था। ये बैरिकेड्स (जालियां) बनाने के लिए नगरपालिका ने 10 लाख रुपए का ठेका दिया। उस दौरान शहर के हालात इतने खराब थे कि बैरिकेड्स गिनने की फुरसत किसी xyxy=(977,1532,1163,1624)
masthead-logo-tagline: सबसे पहले सब समाचार xyxy=(47,6,113,15)
rajyog-audience-photo xyxy=(407,1398,779,1567)
congress-col-3: 31 मई की रात हर्षीव खान के मकान में आयोजित पार्टी की बैठक लेकर मगरौनी जा रहा था तभी धुबड़ी दरवाजे के पास कांग्रेस के पूर्व जिला उपाध्यक्ष कमल सिंह कुशवाह मिल गया। जिसने उसे गालियां देते हुए कहा कि तू अध्यक्ष बन गया तो क्या xyxy=(956,271,1172,336)
nagar-palika-building-photo xyxy=(977,1398,1163,1526)
ti-quote-credit: अमित सिंह, टीआई कोतवाली xyxy=(1453,1741,1547,1751)
ward-email[interactable]: editor@peoplessamachar.co.in xyxy=(1189,1879,1315,1888)
rajyog-byline: पीपुल्स संवाददाता ■ पोरसा editor@peoplessamachar.co.in xyxy=(228,1398,397,1421)
barricades-byline-place: शिवपुरी xyxy=(864,1399,888,1409)
bike-headline: 5 मोटरसाइकिल सहित शातिर वाहन चोर पकड़ा xyxy=(599,639,1180,675)
accident-headline-line-2: से एक की मौत, 2 घायल xyxy=(1198,501,1504,538)
